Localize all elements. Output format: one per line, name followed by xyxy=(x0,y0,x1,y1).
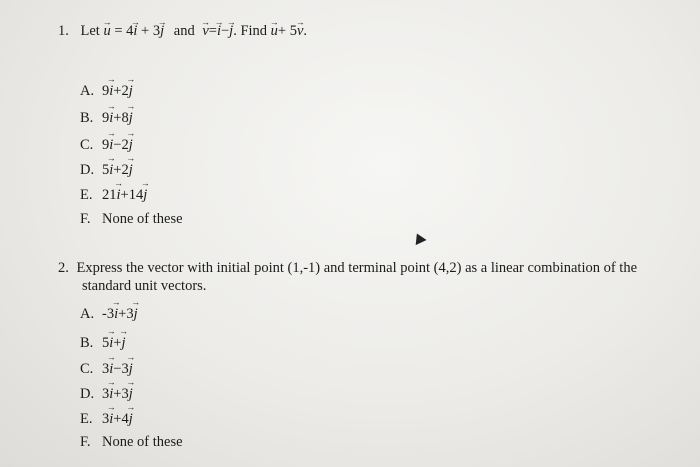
mouse-cursor-icon xyxy=(411,231,426,245)
q2-option-d[interactable] xyxy=(80,386,133,403)
coef-i: 3 xyxy=(102,386,110,402)
q1-option-d[interactable] xyxy=(80,162,133,179)
coef-i: 5 xyxy=(102,335,110,351)
unit-i: → i xyxy=(114,306,118,323)
option-letter: D. xyxy=(80,162,95,178)
coef-j: 2 xyxy=(121,137,129,153)
option-letter: C. xyxy=(80,361,94,377)
coef-j: 2 xyxy=(121,83,129,99)
coef-j: 3 xyxy=(126,306,134,322)
option-letter: D. xyxy=(80,386,95,402)
unit-i: → i xyxy=(109,411,113,428)
q1-find: . Find xyxy=(233,23,268,39)
operator: + xyxy=(113,83,122,99)
q1-and: and xyxy=(173,23,195,39)
coef-i: 3 xyxy=(102,411,110,427)
operator: + xyxy=(113,335,122,351)
option-letter: B. xyxy=(80,110,94,126)
option-letter: A. xyxy=(80,306,95,322)
unit-j: → j xyxy=(134,306,138,323)
q1-option-a[interactable] xyxy=(80,83,133,100)
unit-j: → j xyxy=(129,411,133,428)
option-text: None of these xyxy=(102,211,183,227)
option-letter: E. xyxy=(80,187,93,203)
coef-i: -3 xyxy=(102,306,115,322)
option-letter: E. xyxy=(80,411,93,427)
option-letter: F. xyxy=(80,211,91,227)
q1-option-f[interactable] xyxy=(80,211,183,228)
vector-u: → u xyxy=(103,22,110,40)
question-2-line2: standard unit vectors. xyxy=(82,278,207,294)
coef-i: 9 xyxy=(102,110,110,126)
coef-j: 14 xyxy=(128,187,144,203)
q1-let: Let xyxy=(80,23,100,39)
question-1-number: 1. xyxy=(58,23,69,39)
unit-j: → j xyxy=(143,187,147,204)
coef-j: 3 xyxy=(121,386,129,402)
q2-option-b[interactable] xyxy=(80,335,126,352)
unit-i: → i xyxy=(109,335,113,352)
operator: + xyxy=(113,386,122,402)
q1-minus: − xyxy=(220,23,230,39)
unit-i: → i xyxy=(109,110,113,127)
vector-v: → v xyxy=(297,22,303,40)
q2-option-e[interactable] xyxy=(80,411,133,428)
option-letter: C. xyxy=(80,137,94,153)
question-2-line1: Express the vector with initial point (1,-1) and terminal point (4,2) as a linear combination of the xyxy=(76,260,638,276)
coef-i: 3 xyxy=(102,361,110,377)
operator: − xyxy=(113,137,122,153)
option-text: None of these xyxy=(102,434,183,450)
q1-u-eq: = 4 xyxy=(114,23,134,39)
coef-i: 21 xyxy=(102,187,117,203)
coef-j: 2 xyxy=(121,162,129,178)
q1-option-b[interactable] xyxy=(80,110,133,127)
q1-u-plus: + 3 xyxy=(141,23,161,39)
unit-j: → j xyxy=(129,83,133,100)
option-letter: F. xyxy=(80,434,91,450)
unit-i: → i xyxy=(109,361,113,378)
q1-v-eq: = xyxy=(208,23,217,39)
option-letter: A. xyxy=(80,83,95,99)
unit-j: → j xyxy=(229,22,233,40)
unit-i: → i xyxy=(109,137,113,154)
operator: + xyxy=(118,306,127,322)
coef-i: 5 xyxy=(102,162,110,178)
operator: − xyxy=(113,361,122,377)
option-letter: B. xyxy=(80,335,94,351)
operator: + xyxy=(120,187,129,203)
coef-i: 9 xyxy=(102,83,110,99)
question-2-stem xyxy=(58,259,688,295)
q2-option-f[interactable] xyxy=(80,434,183,451)
unit-j: → j xyxy=(121,335,125,352)
unit-j: → j xyxy=(129,386,133,403)
unit-j: → j xyxy=(160,22,164,40)
coef-j: 3 xyxy=(121,361,129,377)
unit-j: → j xyxy=(129,137,133,154)
coef-j: 4 xyxy=(121,411,129,427)
vector-u: → u xyxy=(271,22,278,40)
unit-i: → i xyxy=(217,22,221,40)
q2-option-a[interactable] xyxy=(80,306,138,323)
operator: + xyxy=(113,162,122,178)
operator: + xyxy=(113,411,122,427)
unit-i: → i xyxy=(109,386,113,403)
unit-j: → j xyxy=(129,110,133,127)
unit-j: → j xyxy=(129,361,133,378)
q2-option-c[interactable] xyxy=(80,361,133,378)
q1-period: . xyxy=(303,23,308,39)
unit-i: → i xyxy=(109,83,113,100)
operator: + xyxy=(113,110,122,126)
unit-i: → i xyxy=(109,162,113,179)
question-2-number: 2. xyxy=(58,260,69,276)
unit-i: → i xyxy=(133,22,137,40)
question-1-stem xyxy=(58,22,307,40)
unit-j: → j xyxy=(129,162,133,179)
q1-option-c[interactable] xyxy=(80,137,133,154)
q1-plus5: + 5 xyxy=(277,23,297,39)
q1-option-e[interactable] xyxy=(80,187,147,204)
coef-j: 8 xyxy=(121,110,129,126)
coef-i: 9 xyxy=(102,137,110,153)
vector-v: → v xyxy=(202,22,208,40)
unit-i: → i xyxy=(117,187,121,204)
